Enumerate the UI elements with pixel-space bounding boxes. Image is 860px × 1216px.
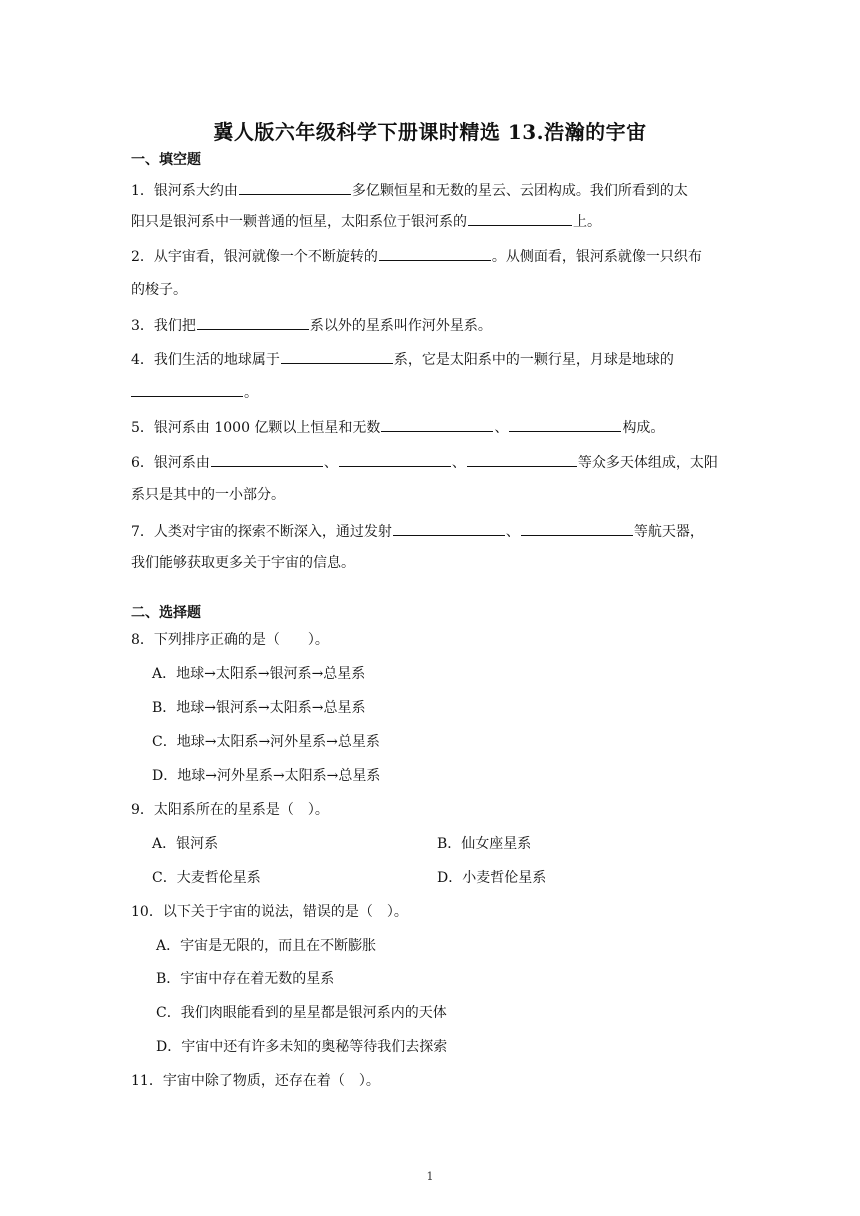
text: 等航天器， [633,524,704,540]
answer-blank[interactable] [281,349,393,364]
question-1-line-2 [131,211,601,232]
text: 。 [244,385,258,401]
question-9-option-c[interactable]: C．大麦哲伦星系 [152,870,261,886]
answer-blank[interactable] [467,452,577,467]
question-10-option-a[interactable]: A．宇宙是无限的，而且在不断膨胀 [156,938,377,954]
answer-blank[interactable] [239,180,351,195]
answer-blank[interactable] [131,382,243,397]
page-number: 1 [426,1170,434,1183]
text: 4．我们生活的地球属于 [131,352,280,368]
text: 、 [451,455,466,471]
text: 1．银河系大约由 [131,183,238,199]
question-10-option-b[interactable]: B．宇宙中存在着无数的星系 [156,971,335,987]
answer-blank[interactable] [379,246,491,261]
question-7-line-1 [131,521,704,542]
question-4-line-1 [131,349,674,370]
answer-blank[interactable] [509,417,621,432]
question-6-line-2: 系只是其中的一小部分。 [131,487,285,503]
question-7-line-2: 我们能够获取更多关于宇宙的信息。 [131,555,355,571]
question-9-option-b[interactable]: B．仙女座星系 [437,836,532,852]
text: 6．银河系由 [131,455,210,471]
question-9-stem: 9．太阳系所在的星系是（ ）。 [131,802,329,818]
text: 阳只是银河系中一颗普通的恒星，太阳系位于银河系的 [131,214,467,230]
question-9-option-a[interactable]: A．银河系 [152,836,219,852]
text: 多亿颗恒星和无数的星云、云团构成。我们所看到的太 [351,183,688,199]
question-6-line-1 [131,452,718,473]
section-choice-heading: 二、选择题 [131,605,201,621]
question-4-line-2 [131,382,258,403]
question-1-line-1 [131,180,688,201]
answer-blank[interactable] [521,521,633,536]
question-8-stem: 8．下列排序正确的是（ ）。 [131,632,329,648]
section-fill-heading: 一、填空题 [131,152,201,168]
page-title: 冀人版六年级科学下册课时精选 13.浩瀚的宇宙 [213,120,647,144]
answer-blank[interactable] [468,211,572,226]
text: 系，它是太阳系中的一颗行星，月球是地球的 [393,352,674,368]
question-5 [131,417,664,438]
text: 、 [323,455,338,471]
question-10-stem: 10．以下关于宇宙的说法，错误的是（ ）。 [131,904,408,920]
text: 、 [494,420,509,436]
answer-blank[interactable] [211,452,323,467]
text: 5．银河系由 1000 亿颗以上恒星和无数 [131,420,381,436]
question-11-stem: 11．宇宙中除了物质，还存在着（ ）。 [131,1073,380,1089]
answer-blank[interactable] [393,521,505,536]
question-10-option-d[interactable]: D．宇宙中还有许多未知的奥秘等待我们去探索 [156,1039,448,1055]
text: 构成。 [622,420,665,436]
question-3 [131,315,492,336]
answer-blank[interactable] [197,315,309,330]
text: 上。 [573,214,601,230]
text: 等众多天体组成，太阳 [577,455,718,471]
text: 3．我们把 [131,318,196,334]
answer-blank[interactable] [339,452,451,467]
question-8-option-a[interactable]: A．地球→太阳系→银河系→总星系 [152,666,366,682]
question-10-option-c[interactable]: C．我们肉眼能看到的星星都是银河系内的天体 [156,1005,447,1021]
question-8-option-b[interactable]: B．地球→银河系→太阳系→总星系 [152,700,366,716]
text: 、 [505,524,520,540]
text: 系以外的星系叫作河外星系。 [309,318,492,334]
question-9-option-d[interactable]: D．小麦哲伦星系 [437,870,547,886]
text: 7．人类对宇宙的探索不断深入，通过发射 [131,524,392,540]
answer-blank[interactable] [381,417,493,432]
question-8-option-d[interactable]: D．地球→河外星系→太阳系→总星系 [152,768,381,784]
question-2-line-2: 的梭子。 [131,282,187,298]
question-8-option-c[interactable]: C．地球→太阳系→河外星系→总星系 [152,734,380,750]
text: 。从侧面看，银河系就像一只织布 [491,249,702,265]
text: 2．从宇宙看，银河就像一个不断旋转的 [131,249,378,265]
question-2-line-1 [131,246,702,267]
